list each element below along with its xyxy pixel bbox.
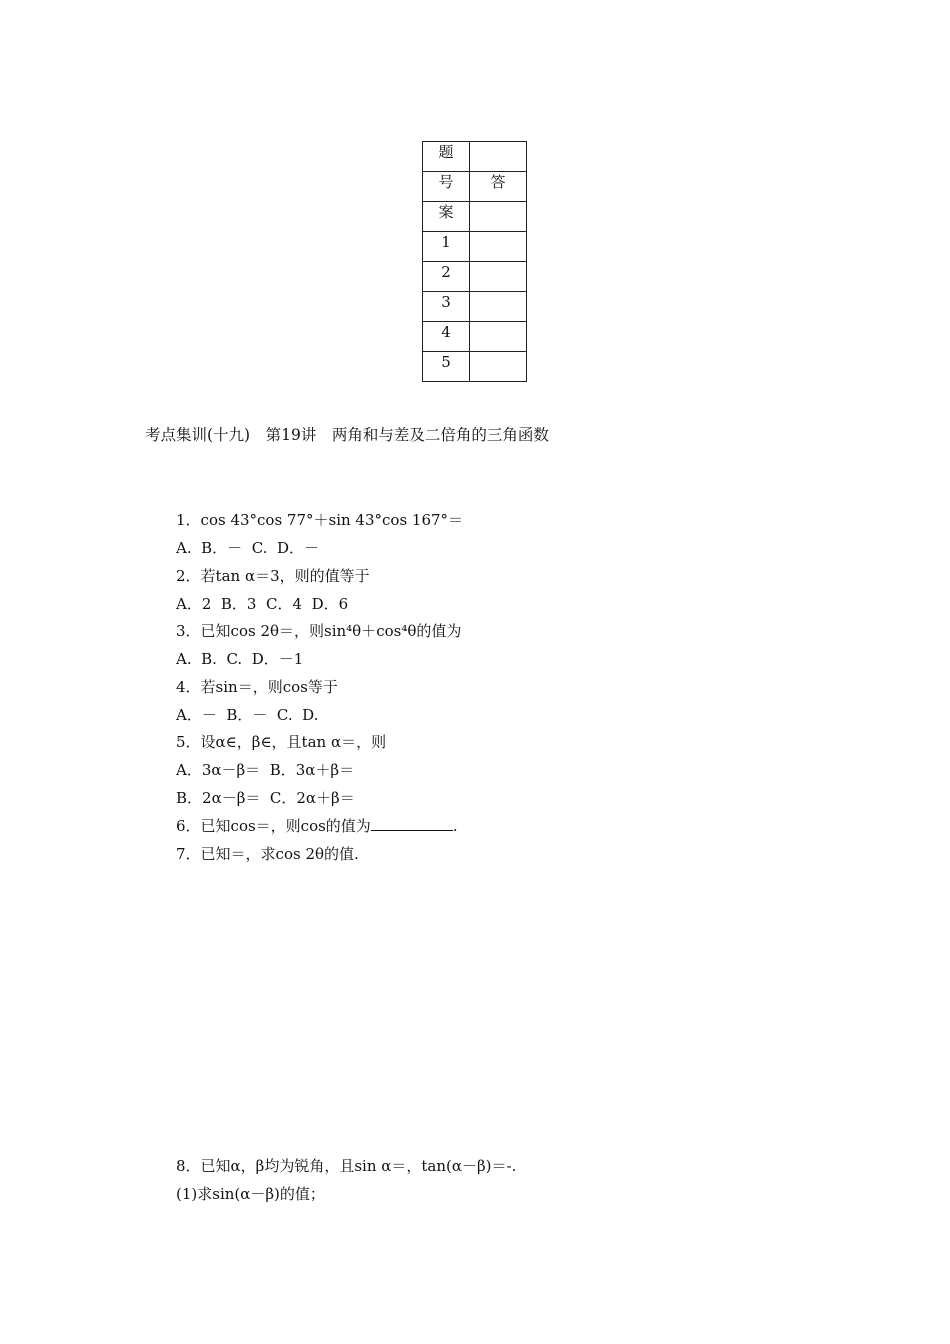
question-4: 4．若sin＝，则cos等于 [176,678,338,696]
table-row [423,292,527,322]
table-row [423,202,527,232]
question-7: 7．已知＝，求cos 2θ的值. [176,845,359,863]
table-cell: 案 [423,202,470,232]
table-cell: 5 [423,352,470,382]
table-cell [470,292,527,322]
question-4-options: A．－ B．－ C. D. [176,706,319,724]
question-2-options: A．2 B．3 C．4 D．6 [176,595,349,613]
table-cell [470,202,527,232]
table-row [423,172,527,202]
question-5-options-b: B．2α－β＝ C．2α＋β＝ [176,789,355,807]
question-1: 1．cos 43°cos 77°＋sin 43°cos 167°＝ [176,511,464,529]
table-cell [470,142,527,172]
answer-table [422,141,527,382]
table-cell: 4 [423,322,470,352]
page-title: 考点集训(十九) 第19讲 两角和与差及二倍角的三角函数 [145,426,549,444]
question-5: 5．设α∈，β∈，且tan α＝，则 [176,733,387,751]
table-row [423,232,527,262]
question-5-options-a: A．3α－β＝ B．3α＋β＝ [176,761,355,779]
table-cell: 2 [423,262,470,292]
answer-blank[interactable] [371,816,453,831]
question-6-end: . [452,817,458,835]
table-cell [470,262,527,292]
question-3: 3．已知cos 2θ＝，则sin⁴θ＋cos⁴θ的值为 [176,622,462,640]
table-row [423,142,527,172]
table-cell: 3 [423,292,470,322]
question-6-text: 6．已知cos＝，则cos的值为 [176,817,371,835]
table-cell: 题 [423,142,470,172]
table-row [423,352,527,382]
answer-table-body [423,142,527,382]
question-8-part-1: (1)求sin(α－β)的值； [176,1185,325,1203]
table-cell [470,322,527,352]
table-cell: 答 [470,172,527,202]
question-6 [176,816,458,836]
question-1-options: A. B．－ C. D．－ [176,539,319,557]
table-cell [470,232,527,262]
question-3-options: A. B. C. D．－1 [176,650,304,668]
question-8: 8．已知α，β均为锐角，且sin α＝，tan(α－β)＝-. [176,1157,517,1175]
table-cell: 号 [423,172,470,202]
table-cell: 1 [423,232,470,262]
table-cell [470,352,527,382]
question-2: 2．若tan α＝3，则的值等于 [176,567,370,585]
table-row [423,262,527,292]
table-row [423,322,527,352]
